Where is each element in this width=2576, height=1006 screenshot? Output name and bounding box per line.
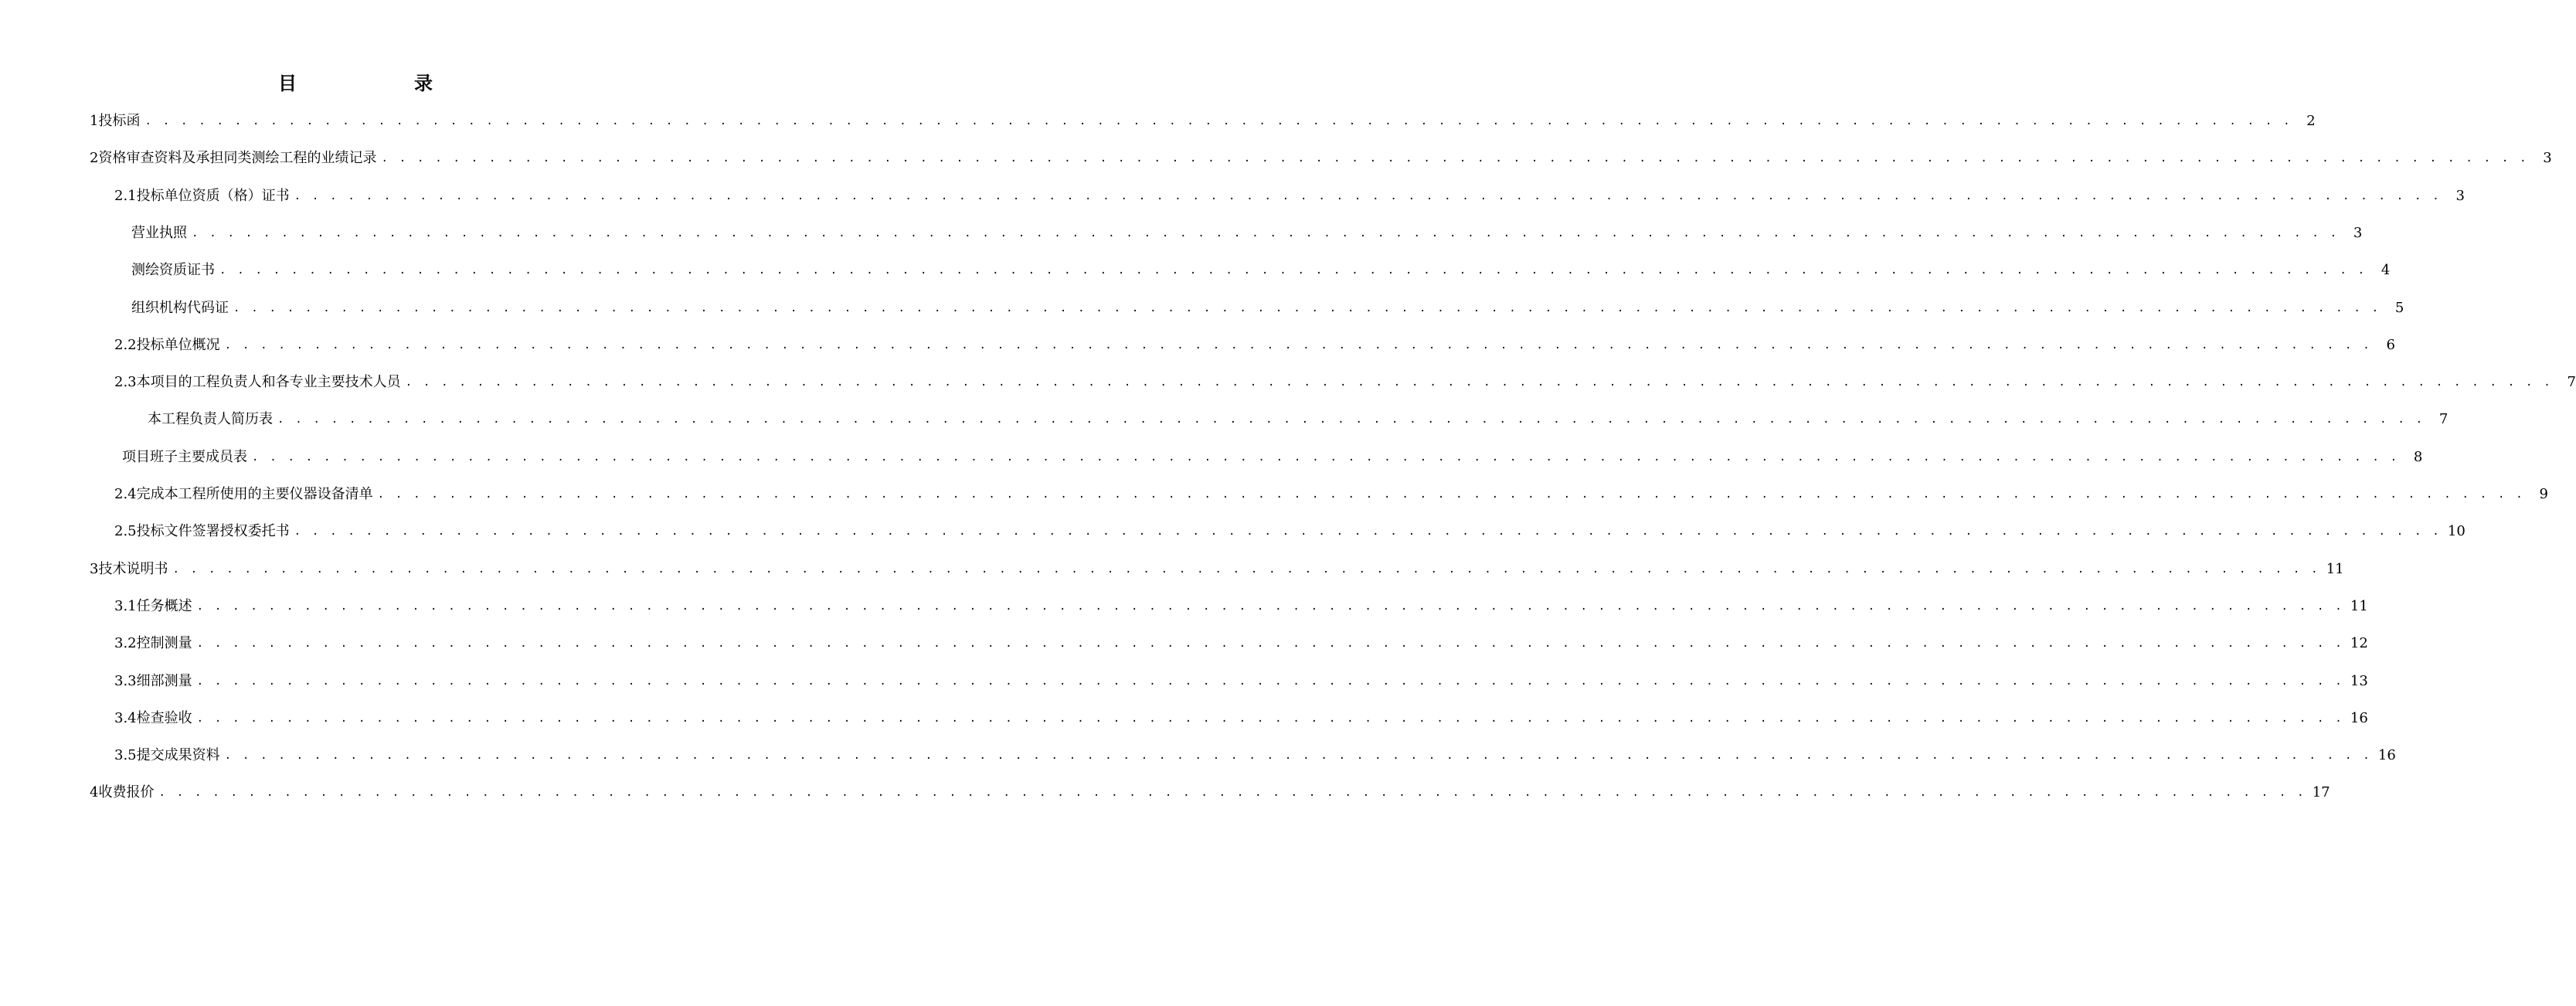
- toc-entry-label: 投标单位概况: [136, 336, 220, 353]
- toc-entry[interactable]: [114, 590, 2368, 623]
- toc-leader-dots: . . . . . . . . . . . . . . . . . . . . . . . . . . . . . . . . . . . . . . . . . . . . . . . . . . . . . . . . . . . . . . . . . . . . . . . . . . . . . . . . . . . . . . . . . . . . . . . . . . . . . . . . . . . . . . . . . . . . . . . .: [233, 301, 2381, 314]
- toc-leader-dots: . . . . . . . . . . . . . . . . . . . . . . . . . . . . . . . . . . . . . . . . . . . . . . . . . . . . . . . . . . . . . . . . . . . . . . . . . . . . . . . . . . . . . . . . . . . . . . . . . . . . . . . . . . . . . . . . . . . . . . . .: [277, 413, 2425, 427]
- toc-entry[interactable]: [114, 478, 2548, 511]
- toc-entry-label: 提交成果资料: [136, 747, 220, 764]
- toc-leader-dots: . . . . . . . . . . . . . . . . . . . . . . . . . . . . . . . . . . . . . . . . . . . . . . . . . . . . . . . . . . . . . . . . . . . . . . . . . . . . . . . . . . . . . . . . . . . . . . . . . . . . . . . . . . . . . . . . . . . . . . . .: [172, 562, 2320, 576]
- toc-entry-page: 16: [2377, 747, 2396, 764]
- toc-entry-page: 4: [2381, 262, 2391, 279]
- toc-entry-page: 2: [2306, 113, 2316, 129]
- toc-entry-number: 2.4: [114, 486, 137, 502]
- toc-entry-number: 3: [90, 560, 99, 577]
- toc-entry[interactable]: [90, 777, 2330, 809]
- toc-entry-label: 完成本工程所使用的主要仪器设备清单: [136, 486, 373, 502]
- toc-entry[interactable]: [114, 329, 2395, 362]
- toc-entry[interactable]: [90, 105, 2316, 138]
- toc-entry-label: 资格审查资料及承担同类测绘工程的业绩记录: [98, 150, 377, 167]
- toc-leader-dots: . . . . . . . . . . . . . . . . . . . . . . . . . . . . . . . . . . . . . . . . . . . . . . . . . . . . . . . . . . . . . . . . . . . . . . . . . . . . . . . . . . . . . . . . . . . . . . . . . . . . . . . . . . . . . . . . . . . . . . . .: [294, 189, 2442, 202]
- toc-entry-label: 测绘资质证书: [131, 262, 215, 279]
- toc-leader-dots: . . . . . . . . . . . . . . . . . . . . . . . . . . . . . . . . . . . . . . . . . . . . . . . . . . . . . . . . . . . . . . . . . . . . . . . . . . . . . . . . . . . . . . . . . . . . . . . . . . . . . . . . . . . . . . . . . . . . . . . .: [196, 712, 2344, 725]
- toc-entry-page: 9: [2539, 486, 2548, 502]
- toc-leader-dots: . . . . . . . . . . . . . . . . . . . . . . . . . . . . . . . . . . . . . . . . . . . . . . . . . . . . . . . . . . . . . . . . . . . . . . . . . . . . . . . . . . . . . . . . . . . . . . . . . . . . . . . . . . . . . . . . . . . . . . . .: [224, 338, 2372, 352]
- toc-entry-number: 3.4: [114, 709, 137, 726]
- toc-entry[interactable]: [90, 142, 2552, 175]
- toc-entry-label: 技术说明书: [98, 560, 168, 577]
- toc-leader-dots: . . . . . . . . . . . . . . . . . . . . . . . . . . . . . . . . . . . . . . . . . . . . . . . . . . . . . . . . . . . . . . . . . . . . . . . . . . . . . . . . . . . . . . . . . . . . . . . . . . . . . . . . . . . . . . . . . . . . . . . .: [196, 600, 2344, 613]
- toc-leader-dots: . . . . . . . . . . . . . . . . . . . . . . . . . . . . . . . . . . . . . . . . . . . . . . . . . . . . . . . . . . . . . . . . . . . . . . . . . . . . . . . . . . . . . . . . . . . . . . . . . . . . . . . . . . . . . . . . . . . . . . . .: [224, 749, 2372, 763]
- toc-entry-page: 10: [2447, 523, 2466, 540]
- toc-leader-dots: . . . . . . . . . . . . . . . . . . . . . . . . . . . . . . . . . . . . . . . . . . . . . . . . . . . . . . . . . . . . . . . . . . . . . . . . . . . . . . . . . . . . . . . . . . . . . . . . . . . . . . . . . . . . . . . . . . . . . . . .: [294, 525, 2442, 539]
- toc-entry-label: 任务概述: [136, 597, 192, 614]
- toc-leader-dots: . . . . . . . . . . . . . . . . . . . . . . . . . . . . . . . . . . . . . . . . . . . . . . . . . . . . . . . . . . . . . . . . . . . . . . . . . . . . . . . . . . . . . . . . . . . . . . . . . . . . . . . . . . . . . . . . . . . . . . . .: [158, 787, 2306, 800]
- toc-leader-dots: . . . . . . . . . . . . . . . . . . . . . . . . . . . . . . . . . . . . . . . . . . . . . . . . . . . . . . . . . . . . . . . . . . . . . . . . . . . . . . . . . . . . . . . . . . . . . . . . . . . . . . . . . . . . . . . . . . . . . . . .: [405, 376, 2553, 389]
- toc-title: 目 录: [278, 72, 482, 94]
- toc-entry-page: 12: [2350, 635, 2368, 652]
- toc-entry-label: 项目班子主要成员表: [122, 448, 247, 465]
- toc-entry-number: 2.3: [114, 374, 137, 391]
- toc-entry-label: 投标函: [98, 113, 141, 129]
- toc-entry[interactable]: [114, 665, 2368, 698]
- toc-entry[interactable]: [114, 366, 2576, 399]
- toc-leader-dots: . . . . . . . . . . . . . . . . . . . . . . . . . . . . . . . . . . . . . . . . . . . . . . . . . . . . . . . . . . . . . . . . . . . . . . . . . . . . . . . . . . . . . . . . . . . . . . . . . . . . . . . . . . . . . . . . . . . . . . . .: [381, 152, 2529, 165]
- toc-entry-number: 3.3: [114, 672, 137, 689]
- toc-entry-number: 3.2: [114, 635, 137, 652]
- toc-entry-page: 13: [2350, 672, 2368, 689]
- toc-entry-page: 3: [2353, 224, 2363, 241]
- toc-entry-label: 营业执照: [131, 224, 187, 241]
- toc-entry-page: 16: [2350, 709, 2368, 726]
- toc-entry-page: 11: [2350, 597, 2368, 614]
- toc-entry[interactable]: [122, 441, 2423, 474]
- toc-entry[interactable]: [131, 292, 2404, 325]
- toc-entry-number: 2: [90, 150, 99, 167]
- toc-entry-page: 7: [2567, 374, 2576, 391]
- toc-leader-dots: . . . . . . . . . . . . . . . . . . . . . . . . . . . . . . . . . . . . . . . . . . . . . . . . . . . . . . . . . . . . . . . . . . . . . . . . . . . . . . . . . . . . . . . . . . . . . . . . . . . . . . . . . . . . . . . . . . . . . . . .: [219, 264, 2367, 277]
- toc-entry-page: 3: [2455, 187, 2465, 204]
- toc-entry-label: 检查验收: [136, 709, 192, 726]
- toc-entry-number: 4: [90, 784, 99, 801]
- toc-entry-page: 6: [2386, 336, 2395, 353]
- toc-entry-number: 2.2: [114, 336, 137, 353]
- toc-entry-number: 2.5: [114, 523, 137, 540]
- toc-entry[interactable]: [131, 217, 2363, 250]
- toc-entry[interactable]: [114, 702, 2368, 735]
- toc-entry[interactable]: [148, 403, 2449, 436]
- toc-entry-label: 收费报价: [98, 784, 155, 801]
- toc-leader-dots: . . . . . . . . . . . . . . . . . . . . . . . . . . . . . . . . . . . . . . . . . . . . . . . . . . . . . . . . . . . . . . . . . . . . . . . . . . . . . . . . . . . . . . . . . . . . . . . . . . . . . . . . . . . . . . . . . . . . . . . .: [144, 115, 2292, 127]
- toc-entry[interactable]: [131, 254, 2391, 287]
- toc-entry-page: 5: [2394, 299, 2404, 316]
- toc-entry-page: 3: [2543, 150, 2552, 167]
- toc-entry-page: 7: [2438, 411, 2449, 428]
- toc-entry[interactable]: [114, 180, 2465, 212]
- toc-leader-dots: . . . . . . . . . . . . . . . . . . . . . . . . . . . . . . . . . . . . . . . . . . . . . . . . . . . . . . . . . . . . . . . . . . . . . . . . . . . . . . . . . . . . . . . . . . . . . . . . . . . . . . . . . . . . . . . . . . . . . . . .: [196, 675, 2344, 688]
- toc-entry-page: 11: [2326, 560, 2344, 577]
- toc-entry-label: 细部测量: [136, 672, 192, 689]
- toc-entry-label: 投标文件签署授权委托书: [136, 523, 290, 540]
- toc-entry[interactable]: [114, 515, 2466, 548]
- toc-entry[interactable]: [114, 739, 2396, 772]
- toc-entry-label: 投标单位资质（格）证书: [136, 187, 290, 204]
- toc-leader-dots: . . . . . . . . . . . . . . . . . . . . . . . . . . . . . . . . . . . . . . . . . . . . . . . . . . . . . . . . . . . . . . . . . . . . . . . . . . . . . . . . . . . . . . . . . . . . . . . . . . . . . . . . . . . . . . . . . . . . . . . .: [252, 450, 2400, 464]
- toc-entry-label: 本项目的工程负责人和各专业主要技术人员: [136, 374, 401, 391]
- toc-entry-number: 2.1: [114, 187, 137, 204]
- toc-entry-number: 3.1: [114, 597, 137, 614]
- toc-entry-page: 8: [2413, 448, 2423, 465]
- toc-entry[interactable]: [90, 553, 2344, 586]
- toc-entry-page: 17: [2312, 784, 2330, 801]
- toc-entry-number: 1: [90, 113, 99, 129]
- toc-entry-label: 本工程负责人简历表: [148, 411, 273, 428]
- toc-entry[interactable]: [114, 627, 2368, 660]
- toc-leader-dots: . . . . . . . . . . . . . . . . . . . . . . . . . . . . . . . . . . . . . . . . . . . . . . . . . . . . . . . . . . . . . . . . . . . . . . . . . . . . . . . . . . . . . . . . . . . . . . . . . . . . . . . . . . . . . . . . . . . . . . . .: [377, 488, 2525, 501]
- toc-entry-label: 控制测量: [136, 635, 192, 652]
- toc-entry-label: 组织机构代码证: [131, 299, 229, 316]
- toc-leader-dots: . . . . . . . . . . . . . . . . . . . . . . . . . . . . . . . . . . . . . . . . . . . . . . . . . . . . . . . . . . . . . . . . . . . . . . . . . . . . . . . . . . . . . . . . . . . . . . . . . . . . . . . . . . . . . . . . . . . . . . . .: [192, 226, 2340, 240]
- toc-leader-dots: . . . . . . . . . . . . . . . . . . . . . . . . . . . . . . . . . . . . . . . . . . . . . . . . . . . . . . . . . . . . . . . . . . . . . . . . . . . . . . . . . . . . . . . . . . . . . . . . . . . . . . . . . . . . . . . . . . . . . . . .: [196, 637, 2344, 651]
- toc-entry-number: 3.5: [114, 747, 137, 764]
